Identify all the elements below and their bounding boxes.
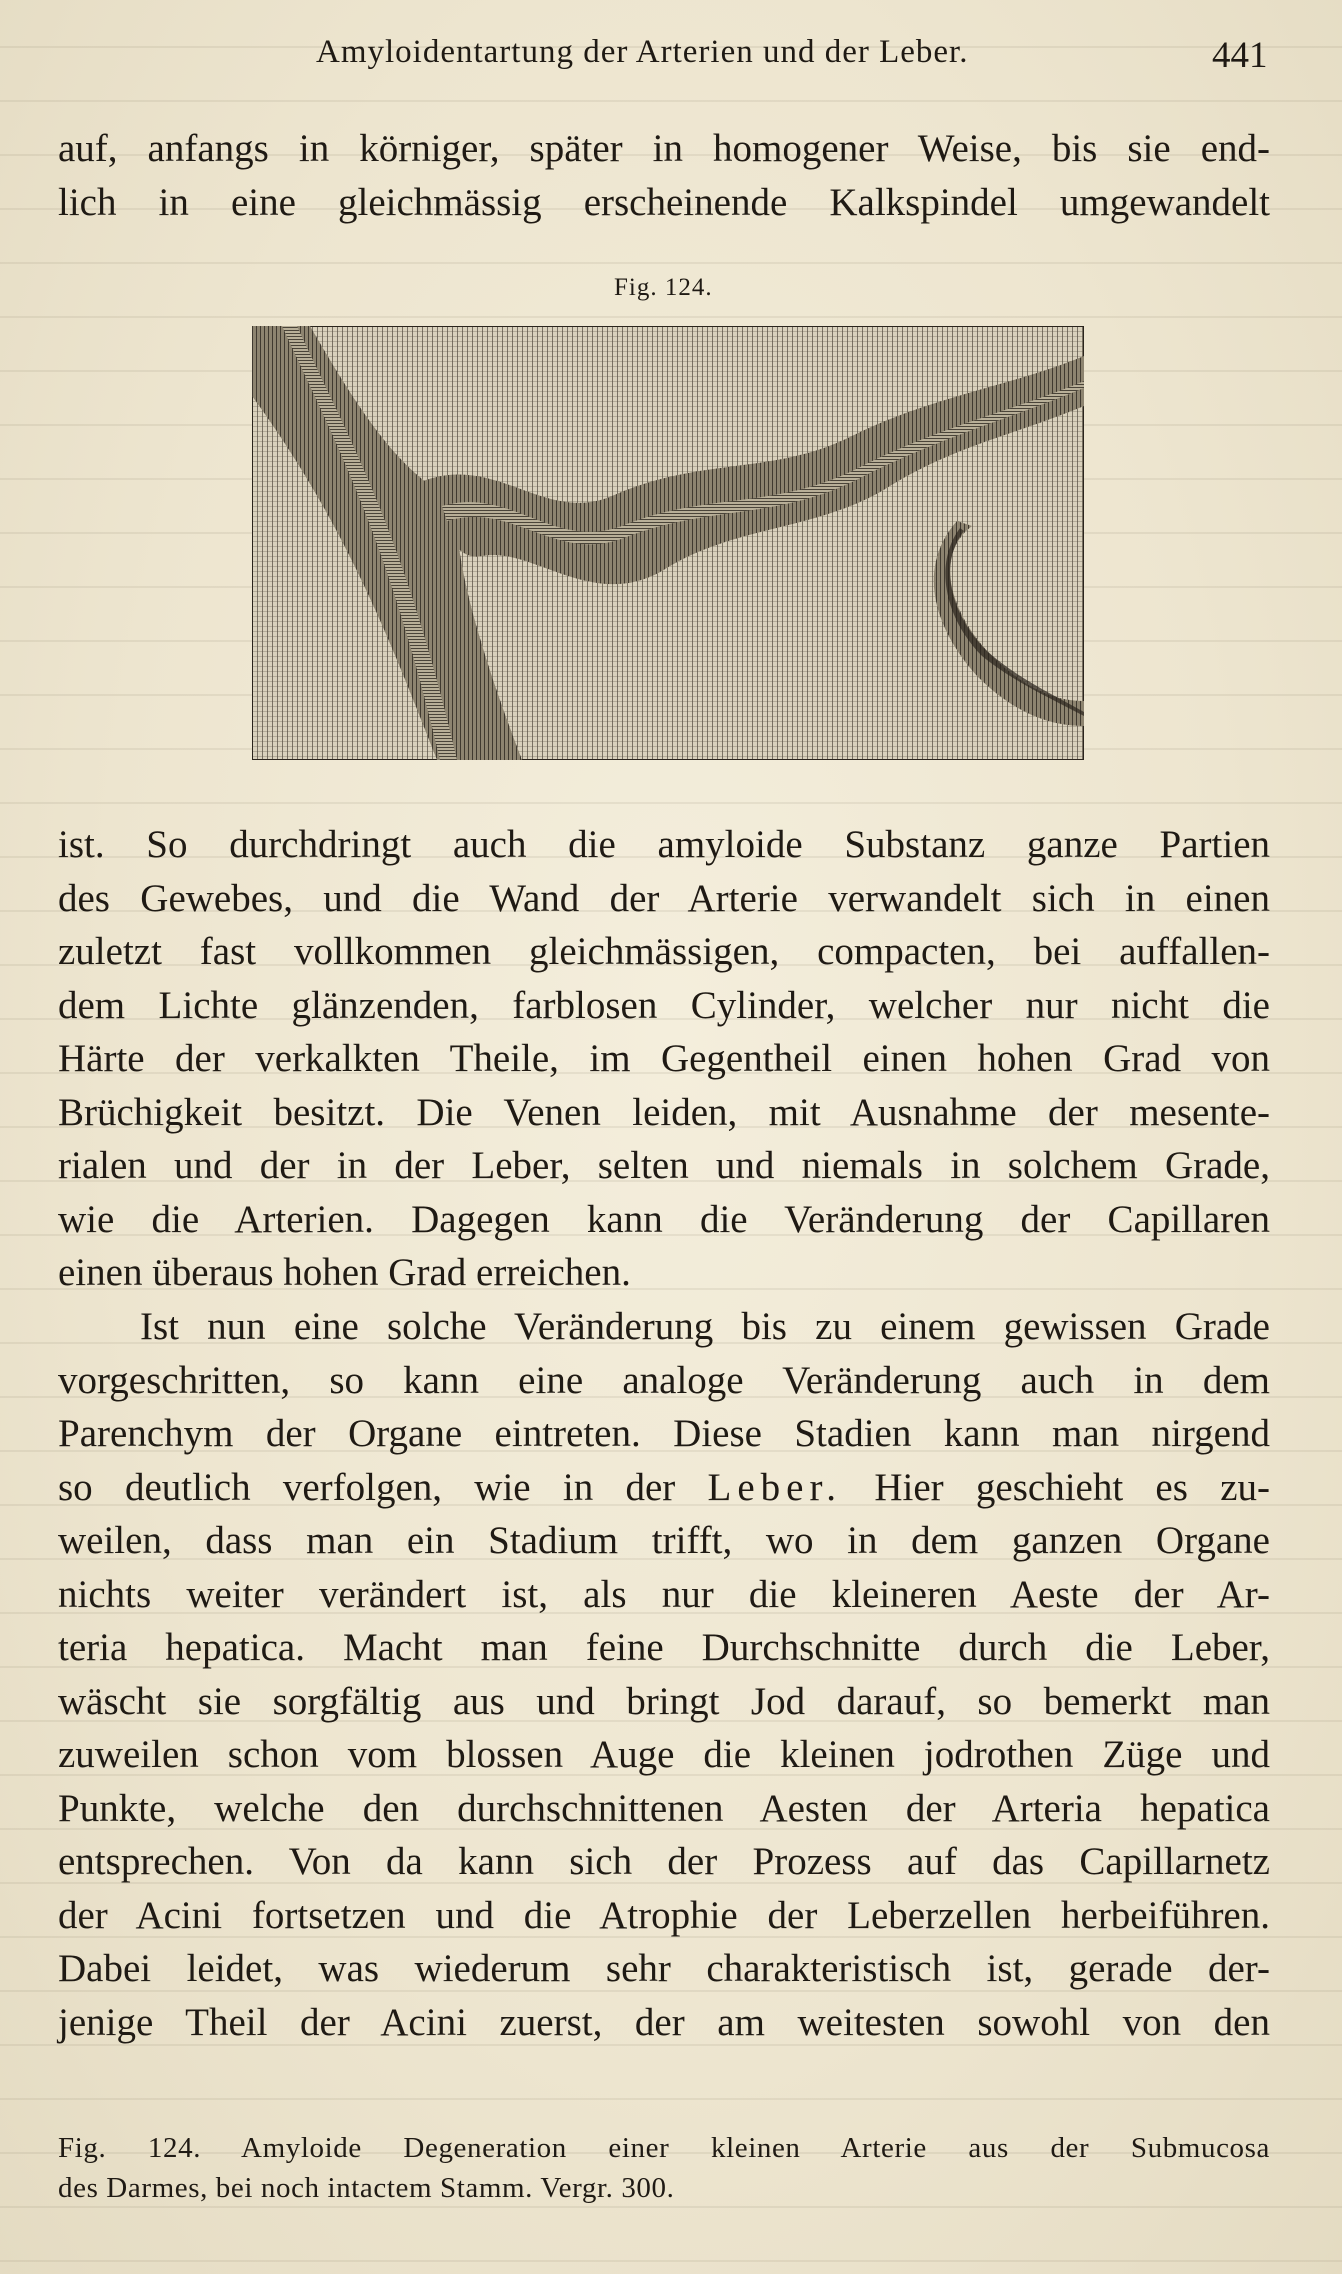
caption-line: Fig. 124. Amyloide Degeneration einer kleinen Arterie aus der Submucosa [58,2132,1270,2164]
text-line: zuletzt fast vollkommen gleichmässigen, compacten, bei auffallen- [58,930,1270,973]
text-line: Parenchym der Organe eintreten. Diese Stadien kann man nirgend [58,1412,1270,1455]
paragraph-2 [58,1300,1270,2049]
text-line: ist. So durchdringt auch die amyloide Substanz ganze Partien [58,823,1270,866]
text-line: Härte der verkalkten Theile, im Gegentheil einen hohen Grad von [58,1037,1270,1080]
running-head: Amyloidentartung der Arterien und der Leber. [316,34,969,70]
text-line: zuweilen schon vom blossen Auge die kleinen jodrothen Züge und [58,1733,1270,1776]
page-number: 441 [1212,35,1268,76]
text-line: weilen, dass man ein Stadium trifft, wo in dem ganzen Organe [58,1519,1270,1562]
text-line: lich in eine gleichmässig erscheinende Kalkspindel umgewandelt [58,180,1270,224]
figure-label: Fig. 124. [614,274,713,301]
paragraph-1 [58,818,1270,1300]
text-line-with-emphasis [58,1461,1270,1515]
opening-lines [58,122,1270,229]
text-run: Hier geschieht es zu- [874,1465,1270,1509]
emphasized-word: Leber. [707,1465,843,1509]
text-line: des Gewebes, und die Wand der Arterie verwandelt sich in einen [58,876,1270,920]
text-line: Brüchigkeit besitzt. Die Venen leiden, mit Ausnahme der mesente- [58,1090,1270,1134]
text-line: jenige Theil der Acini zuerst, der am weitesten sowohl von den [58,2000,1270,2044]
text-line: nichts weiter verändert ist, als nur die kleineren Aeste der Ar- [58,1572,1270,1616]
figure-artery-engraving [252,326,1084,760]
text-line: dem Lichte glänzenden, farblosen Cylinder, welcher nur nicht die [58,983,1270,1027]
text-line: Punkte, welche den durchschnittenen Aesten der Arteria hepatica [58,1786,1270,1830]
text-line: entsprechen. Von da kann sich der Prozess auf das Capillarnetz [58,1840,1270,1883]
text-line: teria hepatica. Macht man feine Durchschnitte durch die Leber, [58,1626,1270,1669]
text-line: vorgeschritten, so kann eine analoge Veränderung auch in dem [58,1358,1270,1402]
text-line: Ist nun eine solche Veränderung bis zu einem gewissen Grade [140,1305,1270,1348]
text-line: wie die Arterien. Dagegen kann die Veränderung der Capillaren [58,1197,1270,1241]
text-line: rialen und der in der Leber, selten und niemals in solchem Grade, [58,1144,1270,1187]
text-line: der Acini fortsetzen und die Atrophie der Leberzellen herbeiführen. [58,1893,1270,1937]
text-line: auf, anfangs in körniger, später in homogener Weise, bis sie end- [58,127,1270,170]
text-line: wäscht sie sorgfältig aus und bringt Jod darauf, so bemerkt man [58,1679,1270,1723]
text-line: einen überaus hohen Grad erreichen. [58,1251,631,1294]
figure-caption [58,2128,1270,2208]
text-line: Dabei leidet, was wiederum sehr charakteristisch ist, gerade der- [58,1947,1270,1990]
caption-line: des Darmes, bei noch intactem Stamm. Vergr. 300. [58,2172,675,2204]
text-run: so deutlich verfolgen, wie in der [58,1465,676,1509]
